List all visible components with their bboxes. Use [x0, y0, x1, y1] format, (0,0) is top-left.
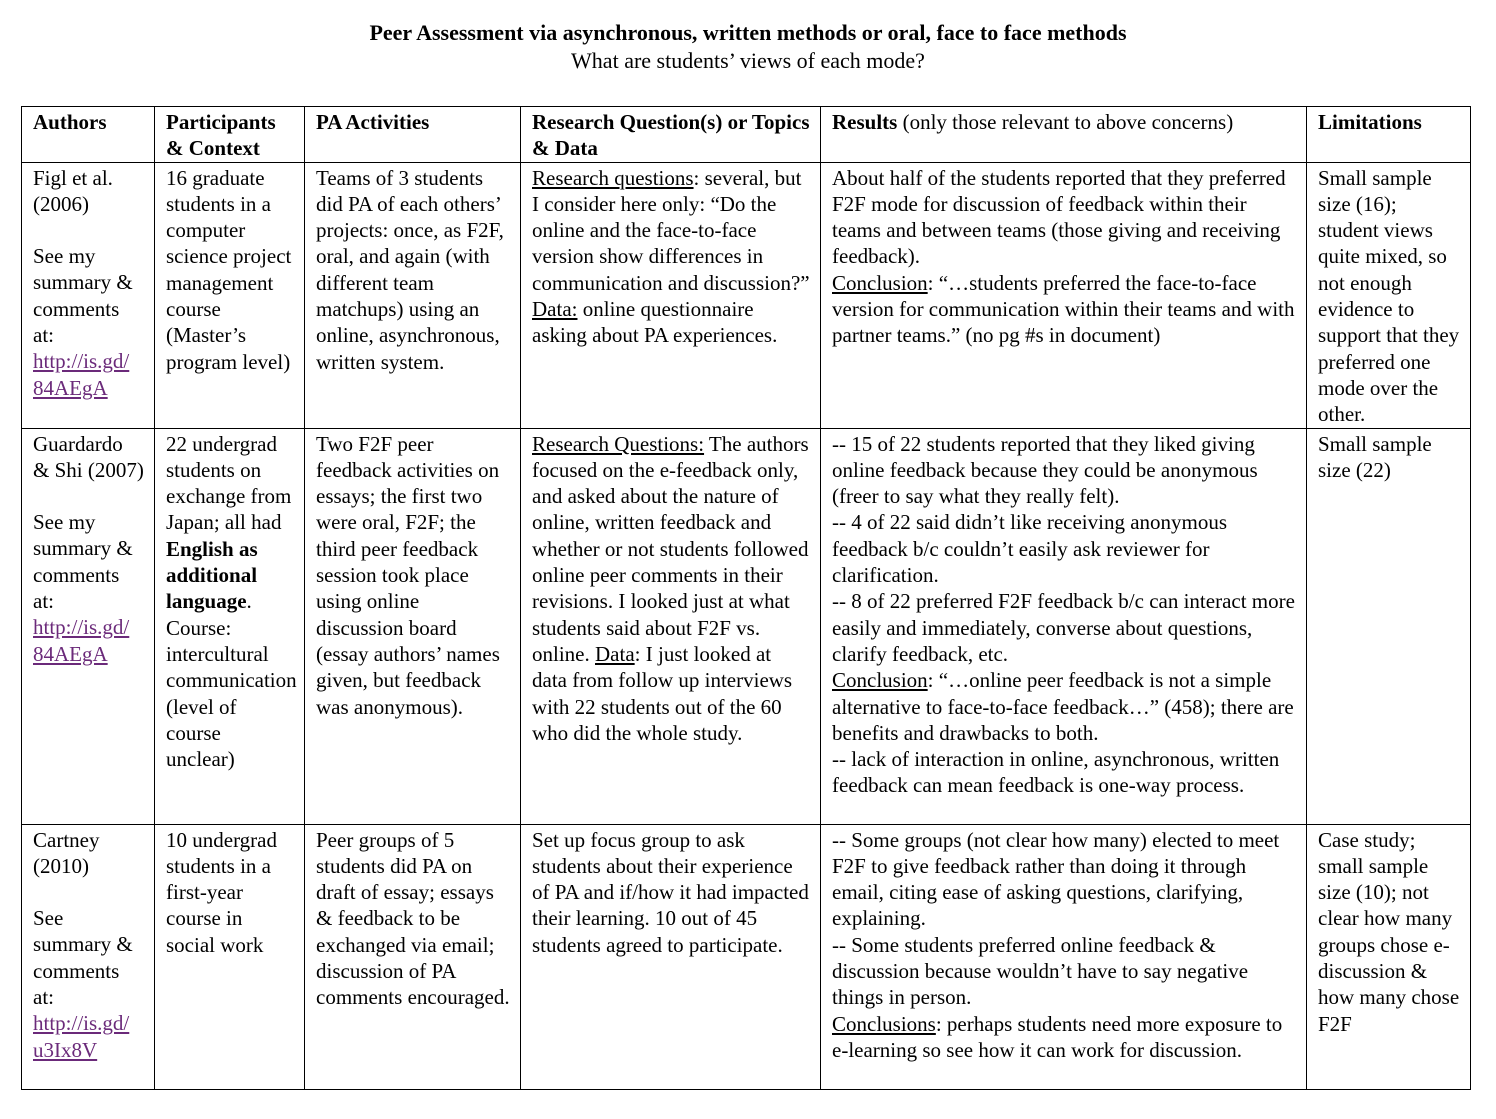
header-results-note: (only those relevant to above concerns) [897, 110, 1234, 134]
participants-cell: 16 graduate students in a computer science project management course (Master’s program level) [155, 162, 305, 428]
rq-label: Research questions [532, 165, 694, 190]
header-results-bold: Results [832, 110, 898, 134]
limitations-cell: Case study; small sample size (10); not clear how many groups chose e-discussion & how many chose F2F [1307, 824, 1471, 1089]
author-name: Cartney (2010) [33, 827, 100, 878]
page-subtitle: What are students’ views of each mode? [571, 48, 925, 73]
peer-assessment-table [21, 106, 1471, 1090]
page-title: Peer Assessment via asynchronous, written methods or oral, face to face methods [369, 20, 1127, 45]
table-row [22, 824, 1471, 1089]
header-limitations: Limitations [1307, 107, 1471, 163]
activities-cell: Teams of 3 students did PA of each others’ projects: once, as F2F, oral, and again (with different team matchups) using an online, asynchronous, written system. [305, 162, 521, 428]
results-item: -- lack of interaction in online, asynchronous, written feedback can mean feedback is one-way process. [832, 747, 1280, 798]
activities-cell: Peer groups of 5 students did PA on draft of essay; essays & feedback to be exchanged via email; discussion of PA comments encouraged. [305, 824, 521, 1089]
data-text: : I just looked at data from follow up interviews with 22 students out of the 60 who did the whole study. [532, 641, 793, 745]
authors-cell [22, 428, 155, 824]
authors-cell [22, 162, 155, 428]
header-row [22, 107, 1471, 163]
limitations-cell: Small sample size (22) [1307, 428, 1471, 824]
rq-text: : several, but I consider here only: “Do the online and the face-to-face version show differences in communication and discussion?” [532, 165, 810, 295]
conclusion-label: Conclusion [832, 668, 928, 693]
author-name: Guardardo & Shi (2007) [33, 431, 144, 482]
research-cell: Set up focus group to ask students about their experience of PA and if/how it had impacted their learning. 10 out of 45 students agreed to participate. [521, 824, 821, 1089]
participants-cell [155, 428, 305, 824]
author-see-note: See my summary & comments at: [33, 244, 133, 348]
title-block [0, 0, 1496, 75]
participants-cell: 10 undergrad students in a first-year course in social work [155, 824, 305, 1089]
author-name: Figl et al. (2006) [33, 165, 113, 216]
rq-label: Research Questions: [532, 431, 705, 456]
results-item: -- 4 of 22 said didn’t like receiving anonymous feedback b/c couldn’t easily ask reviewer for clarification. [832, 510, 1228, 588]
table-row [22, 428, 1471, 824]
header-results [821, 107, 1307, 163]
authors-cell [22, 824, 155, 1089]
conclusion-label: Conclusion [832, 270, 928, 295]
data-text: online questionnaire asking about PA experiences. [532, 297, 778, 348]
conclusion-text: : “…online peer feedback is not a simple alternative to face-to-face feedback…” (458); there are benefits and drawbacks to both. [832, 668, 1294, 745]
conclusion-text: : perhaps students need more exposure to e-learning so see how it can work for discussion. [832, 1011, 1283, 1062]
header-authors: Authors [22, 107, 155, 163]
results-cell [821, 162, 1307, 428]
rq-text: The authors focused on the e-feedback only, and asked about the nature of online, written feedback and whether or not students followed online peer comments in their revisions. I looked just at what students said about F2F vs. online. [532, 431, 809, 666]
results-cell [821, 428, 1307, 824]
header-activities: PA Activities [305, 107, 521, 163]
conclusion-label: Conclusions [832, 1011, 936, 1036]
author-see-note: See summary & comments at: [33, 906, 133, 1010]
activities-cell: Two F2F peer feedback activities on essays; the first two were oral, F2F; the third peer feedback session took place using online discussion board (essay authors’ names given, but feedback was anonymous). [305, 428, 521, 824]
results-item: -- 15 of 22 students reported that they liked giving online feedback because they could be anonymous (freer to say what they really felt). [832, 431, 1258, 509]
conclusion-text: : “…students preferred the face-to-face version for communication within their teams and with partner teams.” (no pg #s in document) [832, 270, 1295, 348]
results-text: About half of the students reported that they preferred F2F mode for discussion of feedback within their teams and between teams (those giving and receiving feedback). [832, 165, 1286, 269]
table-row [22, 162, 1471, 428]
participants-course: . Course: intercultural communication (level of course unclear) [166, 589, 297, 772]
limitations-cell: Small sample size (16); student views quite mixed, so not enough evidence to support that they preferred one mode over the other. [1307, 162, 1471, 428]
summary-link[interactable]: http://is.gd/ 84AEgA [33, 615, 130, 666]
research-cell [521, 162, 821, 428]
summary-link[interactable]: http://is.gd/ 84AEgA [33, 349, 130, 400]
participants-emphasis: English as additional language [166, 536, 258, 614]
research-cell [521, 428, 821, 824]
author-see-note: See my summary & comments at: [33, 510, 133, 614]
participants-text: 22 undergrad students on exchange from Japan; all had [166, 431, 292, 535]
data-label: Data [595, 641, 635, 666]
results-cell [821, 824, 1307, 1089]
results-item: -- 8 of 22 preferred F2F feedback b/c can interact more easily and immediately, converse about questions, clarify feedback, etc. [832, 589, 1295, 666]
results-item: -- Some students preferred online feedback & discussion because wouldn’t have to say negative things in person. [832, 932, 1249, 1010]
header-research: Research Question(s) or Topics & Data [521, 107, 821, 163]
header-participants: Participants & Context [155, 107, 305, 163]
results-item: -- Some groups (not clear how many) elected to meet F2F to give feedback rather than doing it through email, citing ease of asking questions, clarifying, explaining. [832, 827, 1280, 931]
data-label: Data: [532, 297, 578, 322]
summary-link[interactable]: http://is.gd/ u3Ix8V [33, 1011, 130, 1062]
